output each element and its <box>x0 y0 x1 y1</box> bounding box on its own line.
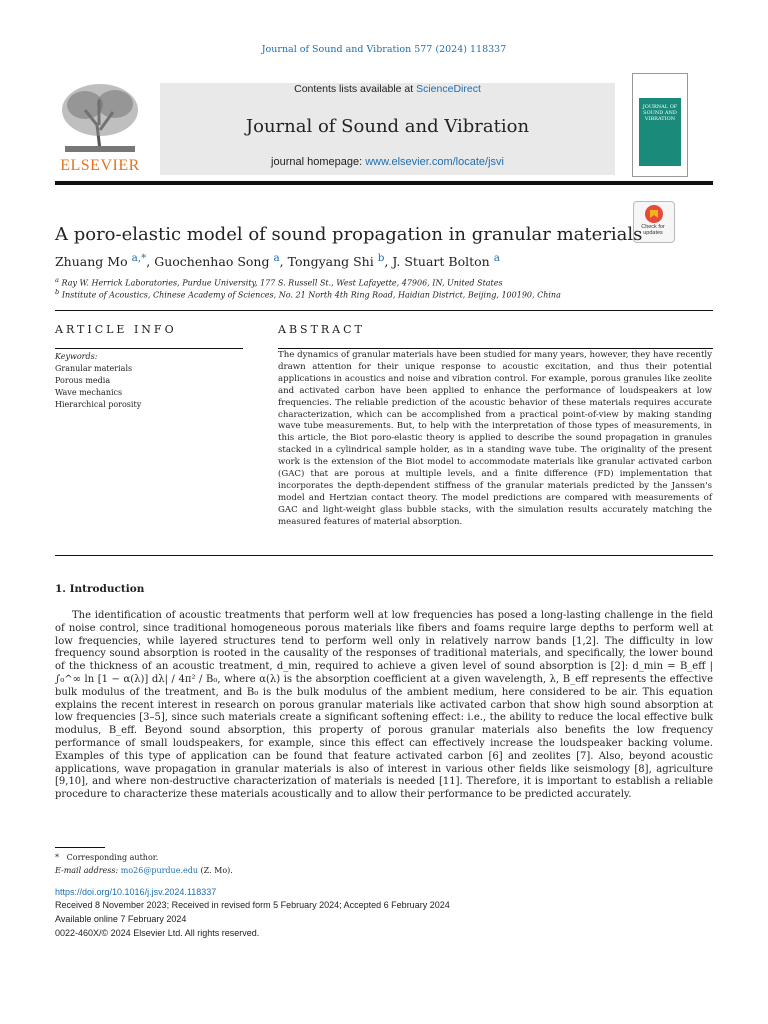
email-note <box>55 864 233 877</box>
author-name[interactable]: Tongyang Shi <box>287 254 374 270</box>
introduction-paragraph: The identification of acoustic treatments that perform well at low frequencies has posed a long-lasting challenge in the field of noise control, since traditional homogeneous porous materials like fibers and foams require large depths to perform well at low frequencies, while layered structures tend to perform well only in relatively narrow bands [1,2]. The difficulty in low frequency sound absorption is rooted in the causality of the responses of traditional materials, and specifically, the lower bound of the thickness of an acoustic treatment, d_min, required to achieve a given level of sound absorption is [2]: d_min = B_eff |∫₀^∞ ln [1 − α(λ)] dλ| / 4π² / B₀, where α(λ) is the absorption coefficient at a given wavelength, λ, B_eff represents the effective bulk modulus of the treatment, and B₀ is the bulk modulus of the ambient medium, here considered to be air. This equation explains the recent interest in research on porous granular materials like activated carbon that show high sound absorption at low frequencies [3–5], since such materials create a significant softening effect: i.e., the ability to reduce the local effective bulk modulus, B_eff. Beyond sound absorption, this property of porous granular materials also benefits the low frequency performance of small loudspeakers, for example, since this effect can effectively increase the loudspeaker backing volume. Examples of this type of application can be found that feature activated carbon [6] and zeolites [7]. Also, beyond acoustic applications, wave propagation in granular materials is also of interest in various other fields like seismology [8], agriculture [9,10], and where non-destructive characterization of materials is needed [11]. Therefore, it is important to establish a reliable procedure to characterize these materials acoustically and to allow their performance to be predicted accurately. <box>55 610 713 801</box>
footnote-divider <box>55 847 105 848</box>
corresponding-author-text: Corresponding author. <box>66 853 159 862</box>
contents-prefix: Contents lists available at <box>294 83 417 95</box>
section-divider <box>55 310 713 311</box>
email-link[interactable]: mo26@purdue.edu <box>120 866 198 875</box>
sciencedirect-link[interactable]: ScienceDirect <box>416 83 481 95</box>
affiliation-text: Ray W. Herrick Laboratories, Purdue University, 177 S. Russell St., West Lafayette, 47906, IN, United States <box>61 278 503 288</box>
check-updates-icon <box>634 202 674 226</box>
affiliation <box>55 288 561 300</box>
affiliation-text: Institute of Acoustics, Chinese Academy of Sciences, No. 21 North 4th Ring Road, Haidian District, Beijing, 100190, China <box>61 290 561 300</box>
copyright: 0022-460X/© 2024 Elsevier Ltd. All rights reserved. <box>55 928 260 938</box>
journal-title: Journal of Sound and Vibration <box>245 116 530 137</box>
affiliation <box>55 276 503 288</box>
keyword: Porous media <box>55 376 111 385</box>
keywords-label: Keywords: <box>55 352 98 361</box>
author-affiliation-sup[interactable]: a <box>493 252 500 264</box>
abstract-heading: ABSTRACT <box>278 323 365 336</box>
check-for-updates-label: Check for updates <box>641 224 665 236</box>
homepage-line <box>160 156 615 168</box>
keywords-block <box>55 351 245 411</box>
journal-cover-title: JOURNAL OF SOUND AND VIBRATION <box>642 104 678 122</box>
journal-reference-link[interactable]: Journal of Sound and Vibration 577 (2024) 118337 <box>261 44 507 55</box>
article-info-divider <box>55 348 243 349</box>
keyword: Hierarchical porosity <box>55 400 142 409</box>
introduction-body <box>55 610 713 802</box>
homepage-link[interactable]: www.elsevier.com/locate/jsvi <box>365 156 504 168</box>
affiliation-sup: a <box>55 276 59 284</box>
author-name[interactable]: Zhuang Mo <box>55 254 128 270</box>
homepage-prefix: journal homepage: <box>271 156 366 168</box>
author-name[interactable]: J. Stuart Bolton <box>392 254 490 270</box>
doi-link[interactable]: https://doi.org/10.1016/j.jsv.2024.118337 <box>55 887 217 897</box>
introduction-heading: 1. Introduction <box>55 583 145 595</box>
footnote-star: * <box>55 853 59 862</box>
article-info-heading: ARTICLE INFO <box>55 323 177 336</box>
header-divider <box>55 181 713 185</box>
email-label: E-mail address: <box>55 866 119 875</box>
keyword: Wave mechanics <box>55 388 123 397</box>
publisher-name: ELSEVIER <box>60 157 140 174</box>
author-name[interactable]: Guochenhao Song <box>154 254 270 270</box>
author-affiliation-sup[interactable]: a <box>273 252 280 264</box>
article-title: A poro-elastic model of sound propagation in granular materials <box>55 224 643 245</box>
author-list: Zhuang Mo $^{a,*}$, Guochenhao Song $^a$, Tongyang Shi $^b$, J. Stuart Bolton $^a$ <box>55 252 500 270</box>
abstract-text: The dynamics of granular materials have been studied for many years, however, they have recently drawn attention for their unique response to acoustic excitation, and thus their potential applications in acoustics and noise and vibration control. For example, porous granules like zeolite and activated carbon have been applied to enhance the performance of loudspeakers at low frequencies. The reliable prediction of the acoustic behavior of these materials requires accurate characterization, which can be accomplished from a practical point-of-view by making standing wave tube measurements. But, to help with the interpretation of those types of measurements, in this article, the Biot poro-elastic theory is applied to describe the sound propagation in granules stacked in a cylindrical sample holder, as in a standing wave tube. The originality of the present work is the extension of the Biot model to accommodate materials like granular activated carbon (GAC) that are porous at multiple levels, and a finite difference (FD) implementation that incorporates the depth-dependent stiffness of the granular materials predicted by the Janssen's model and Hertzian contact theory. The model predictions are compared with measurements of GAC and light-weight glass bubble stacks, with the simulation results accurately matching the measured features of material absorption. <box>278 350 712 527</box>
section-divider <box>55 555 713 556</box>
abstract-divider <box>278 348 713 349</box>
email-suffix: (Z. Mo). <box>200 866 233 875</box>
author-affiliation-sup[interactable]: b <box>377 252 385 264</box>
affiliation-sup: b <box>55 288 60 296</box>
contents-line <box>160 83 615 95</box>
received-dates: Received 8 November 2023; Received in revised form 5 February 2024; Accepted 6 February 2024 <box>55 900 450 910</box>
footnote <box>55 851 233 877</box>
keyword: Granular materials <box>55 364 133 373</box>
author-affiliation-sup[interactable]: a,* <box>131 252 147 264</box>
corresponding-author-note <box>55 851 233 864</box>
online-date: Available online 7 February 2024 <box>55 914 187 924</box>
